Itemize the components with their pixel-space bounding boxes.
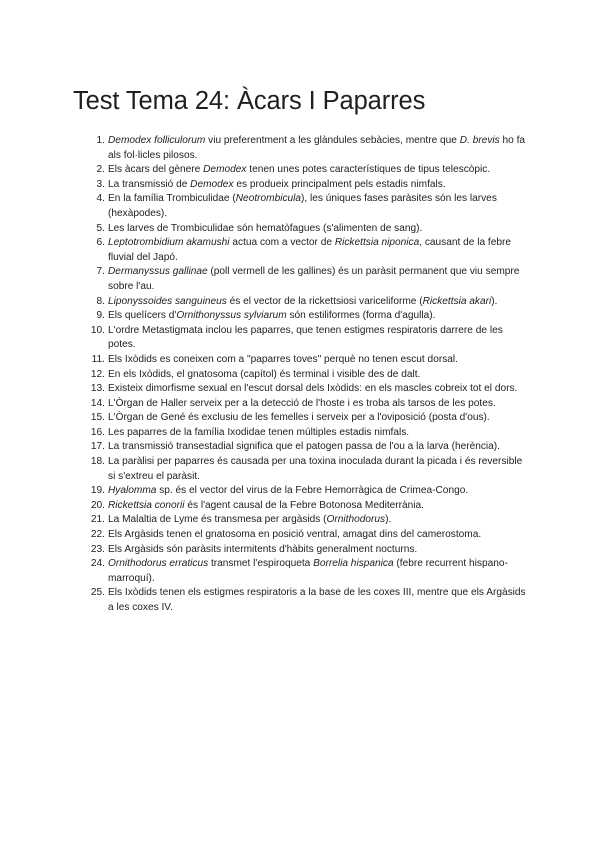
- question-text-segment: Existeix dimorfisme sexual en l'escut dorsal dels Ixòdids: en els mascles cobreix tot el dors.: [108, 383, 518, 395]
- question-item: [80, 440, 530, 455]
- question-text-segment: En els Ixòdids, el gnatosoma (capítol) és terminal i visible des de dalt.: [108, 368, 421, 380]
- species-name: Demodex: [190, 178, 234, 190]
- question-number: 4.: [96, 193, 105, 205]
- species-name: Demodex folliculorum: [108, 135, 206, 146]
- question-item: [80, 426, 530, 441]
- question-text-segment: L'ordre Metastigmata inclou les paparres, que tenen estigmes respiratoris darrere de les potes.: [108, 324, 503, 351]
- question-text: [108, 514, 391, 525]
- question-item: [80, 499, 530, 514]
- page-title: Test Tema 24: Àcars I Paparres: [73, 87, 426, 116]
- question-number: 24.: [90, 558, 105, 570]
- question-item: [80, 382, 530, 397]
- question-text-segment: sp. és el vector del virus de la Febre Hemorràgica de Crimea-Congo.: [156, 485, 469, 497]
- question-text-segment: La Malaltia de Lyme és transmesa per argàsids (: [108, 514, 327, 526]
- question-text: [108, 354, 458, 365]
- question-text: [108, 587, 526, 613]
- question-text: [108, 135, 525, 161]
- question-item: [80, 163, 530, 178]
- question-text-segment: L'Òrgan de Haller serveix per a la detecció de l'hoste i es troba als tarsos de les potes.: [108, 397, 496, 409]
- question-item: [80, 543, 530, 558]
- question-number: 19.: [90, 485, 105, 497]
- question-number: 20.: [90, 499, 105, 511]
- question-text-segment: actua com a vector de: [229, 237, 335, 249]
- question-text: [108, 383, 517, 394]
- question-text-segment: Els Ixòdids tenen els estigmes respiratoris a la base de les coxes III, mentre que els Argàsids a les coxes IV.: [108, 587, 526, 613]
- question-item: [80, 513, 530, 528]
- species-name: Rickettsia niponica: [334, 237, 420, 249]
- species-name: Rickettsia conorii: [108, 499, 185, 511]
- question-text-segment: Els quelícers d': [108, 310, 177, 322]
- question-number: 18.: [90, 456, 105, 468]
- question-text: [108, 193, 497, 219]
- question-text-segment: En la família Trombiculidae (: [108, 193, 236, 205]
- question-text-segment: transmet l'espiroqueta: [208, 558, 314, 570]
- question-number: 7.: [96, 266, 105, 278]
- question-text: [108, 369, 420, 380]
- question-text-segment: viu preferentment a les glàndules sebàcies, mentre que: [205, 135, 460, 146]
- species-name: Rickettsia akari: [422, 295, 492, 307]
- question-text-segment: Els Ixòdids es coneixen com a "paparres toves" perquè no tenen escut dorsal.: [108, 353, 458, 365]
- question-text: [108, 529, 481, 540]
- species-name: Dermanyssus gallinae: [108, 266, 208, 278]
- question-text: [108, 237, 511, 263]
- question-number: 9.: [96, 310, 105, 322]
- question-text-segment: ).: [385, 514, 392, 526]
- question-text: [108, 296, 497, 307]
- question-number: 14.: [90, 397, 105, 409]
- question-item: [80, 557, 530, 586]
- question-item: [80, 192, 530, 221]
- species-name: Ornithodorus: [326, 514, 386, 526]
- question-text: [108, 441, 500, 452]
- question-text-segment: és l'agent causal de la Febre Botonosa Mediterrània.: [184, 499, 424, 511]
- question-text: [108, 485, 468, 496]
- question-number: 11.: [91, 353, 105, 365]
- question-number: 13.: [90, 383, 105, 395]
- question-text-segment: (febre recurrent hispano-marroquí).: [108, 558, 508, 584]
- question-text-segment: ho fa als fol·licles pilosos.: [108, 135, 526, 161]
- question-number: 15.: [90, 412, 105, 424]
- question-text: [108, 412, 490, 423]
- question-number: 23.: [90, 543, 105, 555]
- species-name: Demodex: [203, 164, 247, 176]
- question-text-segment: Els Argàsids tenen el gnatosoma en posició ventral, amagat dins del camerostoma.: [108, 529, 482, 541]
- question-text-segment: La transmissió de: [108, 178, 191, 190]
- question-text: [108, 558, 508, 584]
- question-item: [80, 236, 530, 265]
- question-item: [80, 528, 530, 543]
- question-item: [80, 411, 530, 426]
- question-number: 8.: [96, 295, 105, 307]
- question-item: [80, 353, 530, 368]
- question-text-segment: és el vector de la rickettsiosi variceliforme (: [226, 295, 423, 307]
- question-number: 1.: [96, 135, 105, 146]
- question-item: [80, 455, 530, 484]
- question-text: [108, 310, 435, 321]
- question-text: [108, 427, 409, 438]
- question-item: [80, 368, 530, 383]
- question-text-segment: Les larves de Trombiculidae són hematòfagues (s'alimenten de sang).: [108, 222, 423, 234]
- question-text-segment: (poll vermell de les gallines) és un paràsit permanent que viu sempre sobre l'au.: [108, 266, 520, 292]
- question-text: [108, 544, 417, 555]
- question-item: [80, 586, 530, 615]
- question-text-segment: Les paparres de la família Ixodidae tenen múltiples estadis nimfals.: [108, 426, 410, 438]
- question-item: [80, 324, 530, 353]
- question-text-segment: , causant de la febre fluvial del Japó.: [108, 237, 511, 263]
- species-name: Borrelia hispanica: [313, 558, 394, 570]
- species-name: Liponyssoides sanguineus: [108, 295, 227, 307]
- question-text-segment: Els àcars del gènere: [108, 164, 204, 176]
- question-text-segment: tenen unes potes característiques de tipus telescòpic.: [246, 164, 491, 176]
- question-item: [80, 134, 530, 163]
- species-name: D. brevis: [459, 135, 500, 146]
- question-text: [108, 266, 519, 292]
- question-text: [108, 164, 490, 175]
- question-text: [108, 398, 496, 409]
- question-text-segment: són estiliformes (forma d'agulla).: [286, 310, 436, 322]
- question-item: [80, 178, 530, 193]
- question-number: 21.: [90, 514, 105, 526]
- question-text-segment: La paràlisi per paparres és causada per una toxina inoculada durant la picada i és reversible si s'extreu el paràsit.: [108, 456, 523, 482]
- question-number: 17.: [90, 441, 105, 453]
- question-item: [80, 295, 530, 310]
- question-item: [80, 397, 530, 412]
- question-text-segment: Els Argàsids són paràsits intermitents d'hàbits generalment nocturns.: [108, 543, 418, 555]
- question-text-segment: La transmissió transestadial significa que el patogen passa de l'ou a la larva (herència).: [108, 441, 500, 453]
- question-number: 12.: [90, 368, 105, 380]
- question-number: 5.: [96, 222, 105, 234]
- question-number: 3.: [96, 178, 105, 190]
- question-number: 22.: [90, 529, 105, 541]
- species-name: Leptotrombidium akamushi: [108, 237, 230, 249]
- question-number: 25.: [90, 587, 105, 599]
- question-number: 2.: [96, 164, 105, 176]
- species-name: Ornithodorus erraticus: [108, 558, 209, 570]
- question-item: [80, 265, 530, 294]
- question-number: 10.: [90, 324, 105, 336]
- question-text-segment: L'Òrgan de Gené és exclusiu de les femelles i serveix per a l'oviposició (posta d'ous).: [108, 412, 490, 424]
- species-name: Hyalomma: [108, 485, 157, 497]
- question-text: [108, 179, 446, 190]
- question-number: 16.: [90, 426, 105, 438]
- question-text: [108, 325, 503, 351]
- question-list: [80, 134, 530, 616]
- question-text-segment: ).: [491, 295, 498, 307]
- question-text: [108, 500, 424, 511]
- species-name: Neotrombicula: [235, 193, 302, 205]
- question-item: [80, 309, 530, 324]
- question-item: [80, 484, 530, 499]
- question-item: [80, 222, 530, 237]
- question-text: [108, 456, 522, 482]
- question-text-segment: ), les úniques fases paràsites són les larves (hexàpodes).: [108, 193, 497, 219]
- question-number: 6.: [96, 237, 105, 249]
- question-text: [108, 223, 422, 234]
- question-text-segment: es produeix principalment pels estadis nimfals.: [233, 178, 446, 190]
- species-name: Ornithonyssus sylviarum: [176, 310, 287, 322]
